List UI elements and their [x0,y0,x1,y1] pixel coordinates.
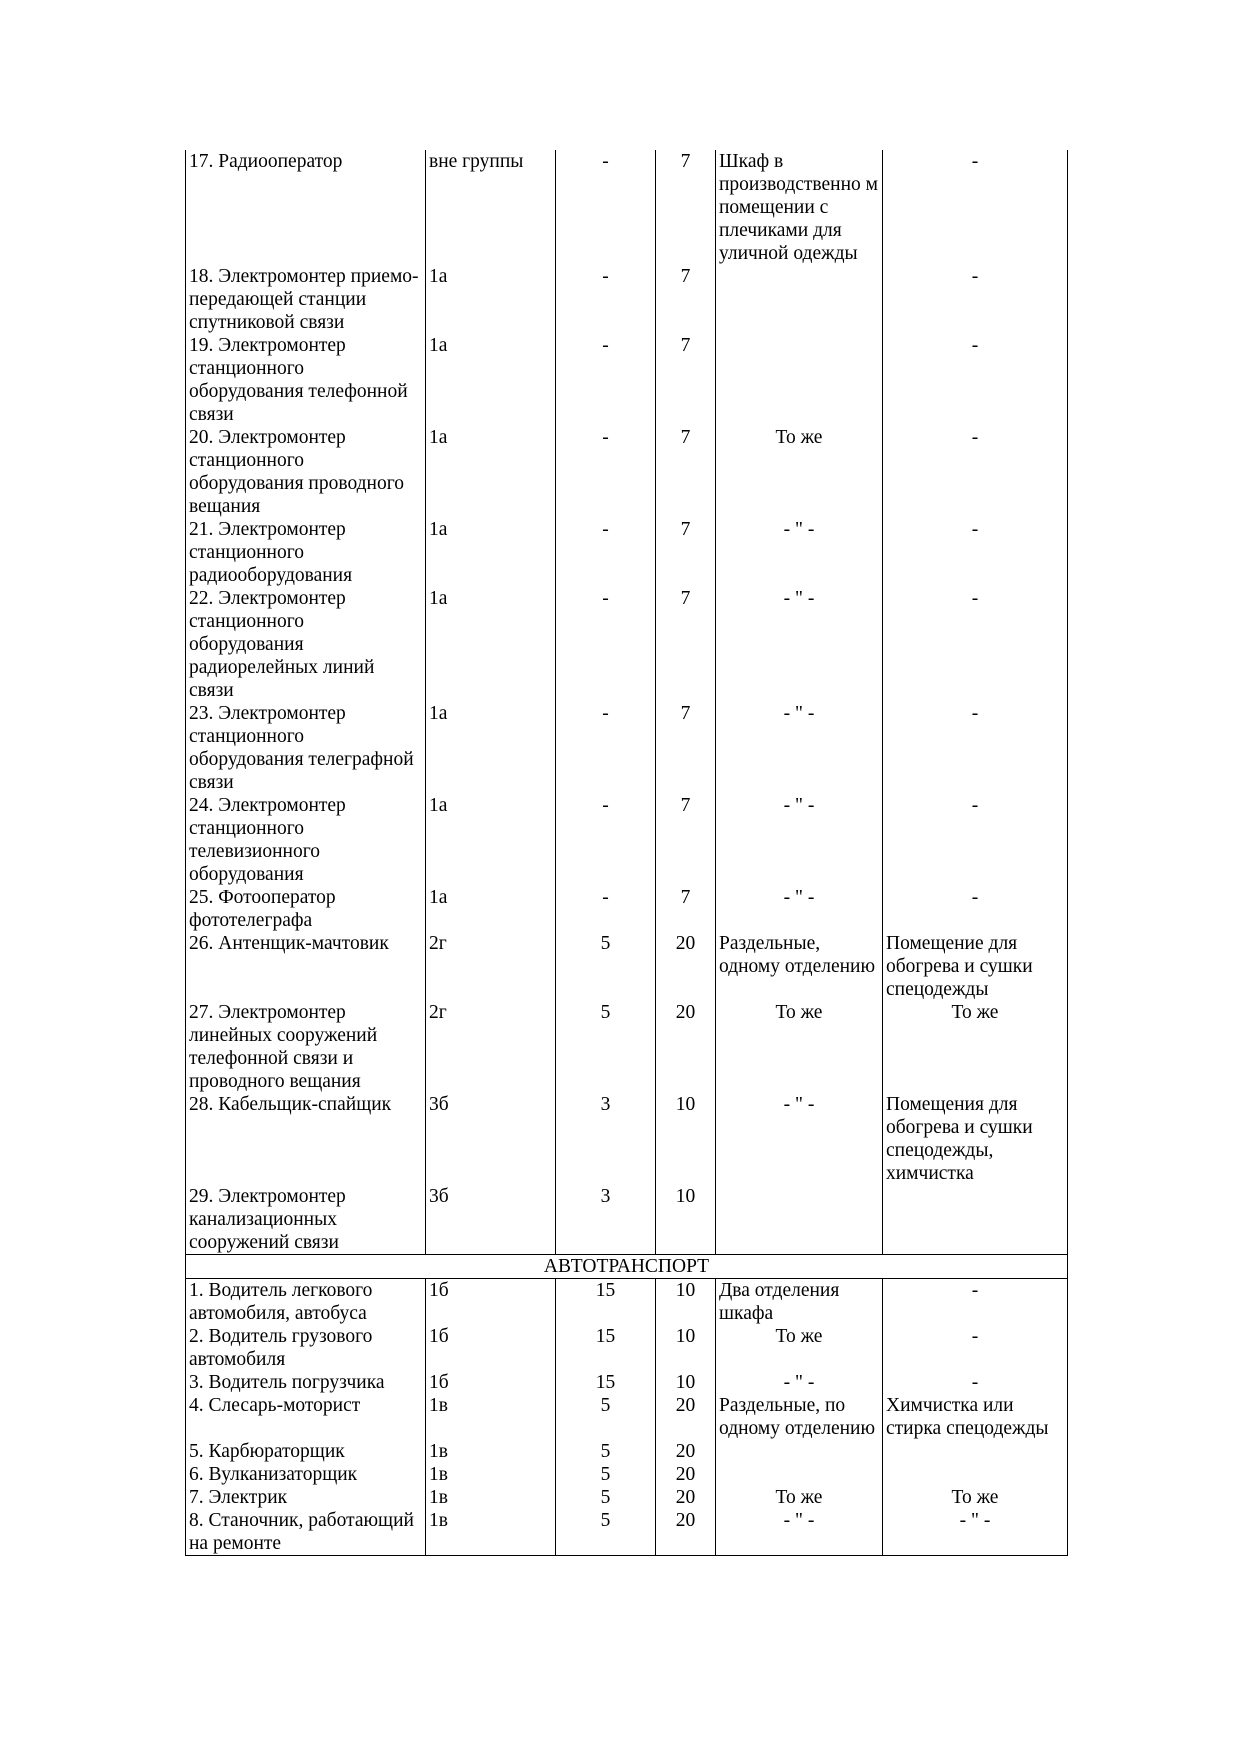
group-cell: 1а [426,334,556,426]
special-facilities-cell [883,1185,1068,1255]
wardrobe-cell [716,1185,883,1255]
special-facilities-cell [883,1463,1068,1486]
special-facilities-cell [883,1440,1068,1463]
profession-cell: 8. Станочник, работающий на ремонте [186,1509,426,1556]
showers-cell: - [556,150,656,265]
section-title: АВТОТРАНСПОРТ [186,1255,1068,1279]
showers-cell: - [556,702,656,794]
special-facilities-cell: То же [883,1486,1068,1509]
showers-cell: - [556,794,656,886]
washbasins-cell: 7 [656,150,716,265]
special-facilities-cell: - [883,334,1068,426]
washbasins-cell: 20 [656,1001,716,1093]
group-cell: 1в [426,1440,556,1463]
table-row [186,1371,1068,1394]
group-cell: 1в [426,1486,556,1509]
table-row [186,150,1068,265]
wardrobe-cell: - " - [716,518,883,587]
group-cell: вне группы [426,150,556,265]
profession-cell: 4. Слесарь-моторист [186,1394,426,1440]
profession-cell: 19. Электромонтер станционного оборудования телефонной связи [186,334,426,426]
special-facilities-cell: - " - [883,1509,1068,1556]
wardrobe-cell: Раздельные, одному отделению [716,932,883,1001]
showers-cell: - [556,334,656,426]
profession-cell: 27. Электромонтер линейных сооружений телефонной связи и проводного вещания [186,1001,426,1093]
special-facilities-cell: - [883,794,1068,886]
sanitary-facilities-table [185,150,1068,1556]
table-row [186,1325,1068,1371]
wardrobe-cell: - " - [716,1093,883,1185]
profession-cell: 26. Антенщик-мачтовик [186,932,426,1001]
group-cell: 1в [426,1463,556,1486]
wardrobe-cell: Раздельные, по одному отделению [716,1394,883,1440]
washbasins-cell: 7 [656,334,716,426]
special-facilities-cell: - [883,265,1068,334]
group-cell: 1б [426,1325,556,1371]
wardrobe-cell: - " - [716,702,883,794]
showers-cell: 5 [556,932,656,1001]
group-cell: 1а [426,426,556,518]
wardrobe-cell: - " - [716,886,883,932]
wardrobe-cell: То же [716,1486,883,1509]
wardrobe-cell: То же [716,1001,883,1093]
washbasins-cell: 7 [656,426,716,518]
table-row [186,265,1068,334]
table-row [186,1093,1068,1185]
special-facilities-cell: - [883,426,1068,518]
table-row [186,587,1068,702]
washbasins-cell: 20 [656,1486,716,1509]
washbasins-cell: 10 [656,1279,716,1326]
washbasins-cell: 10 [656,1325,716,1371]
group-cell: 1б [426,1279,556,1326]
wardrobe-cell: - " - [716,1371,883,1394]
special-facilities-cell: Химчистка или стирка спецодежды [883,1394,1068,1440]
profession-cell: 6. Вулканизаторщик [186,1463,426,1486]
washbasins-cell: 10 [656,1093,716,1185]
washbasins-cell: 7 [656,265,716,334]
profession-cell: 28. Кабельщик-спайщик [186,1093,426,1185]
showers-cell: 15 [556,1371,656,1394]
wardrobe-cell [716,1463,883,1486]
showers-cell: 3 [556,1093,656,1185]
wardrobe-cell [716,1440,883,1463]
table-row [186,932,1068,1001]
table-row [186,1463,1068,1486]
table-row [186,1486,1068,1509]
profession-cell: 2. Водитель грузового автомобиля [186,1325,426,1371]
wardrobe-cell: - " - [716,587,883,702]
washbasins-cell: 7 [656,518,716,587]
special-facilities-cell: - [883,150,1068,265]
wardrobe-cell [716,334,883,426]
showers-cell: - [556,587,656,702]
table-row [186,1001,1068,1093]
showers-cell: 5 [556,1394,656,1440]
table-body [186,150,1068,1556]
table-row [186,1440,1068,1463]
group-cell: 1а [426,886,556,932]
table-row [186,1394,1068,1440]
profession-cell: 3. Водитель погрузчика [186,1371,426,1394]
profession-cell: 20. Электромонтер станционного оборудования проводного вещания [186,426,426,518]
showers-cell: 15 [556,1325,656,1371]
washbasins-cell: 20 [656,1394,716,1440]
table-row [186,426,1068,518]
group-cell: 1б [426,1371,556,1394]
group-cell: 1а [426,702,556,794]
showers-cell: 3 [556,1185,656,1255]
washbasins-cell: 7 [656,702,716,794]
washbasins-cell: 10 [656,1185,716,1255]
washbasins-cell: 7 [656,886,716,932]
table-row [186,1509,1068,1556]
table-row [186,886,1068,932]
profession-cell: 24. Электромонтер станционного телевизионного оборудования [186,794,426,886]
special-facilities-cell: - [883,587,1068,702]
profession-cell: 17. Радиооператор [186,150,426,265]
showers-cell: 15 [556,1279,656,1326]
showers-cell: 5 [556,1463,656,1486]
table-row [186,518,1068,587]
profession-cell: 1. Водитель легкового автомобиля, автобуса [186,1279,426,1326]
section-header-row [186,1255,1068,1279]
wardrobe-cell: - " - [716,1509,883,1556]
table-row [186,1185,1068,1255]
special-facilities-cell: То же [883,1001,1068,1093]
wardrobe-cell: То же [716,426,883,518]
profession-cell: 21. Электромонтер станционного радиооборудования [186,518,426,587]
group-cell: 1а [426,587,556,702]
wardrobe-cell: То же [716,1325,883,1371]
washbasins-cell: 7 [656,794,716,886]
showers-cell: 5 [556,1486,656,1509]
profession-cell: 25. Фотооператор фототелеграфа [186,886,426,932]
special-facilities-cell: - [883,1279,1068,1326]
table-row [186,794,1068,886]
showers-cell: - [556,426,656,518]
washbasins-cell: 20 [656,1440,716,1463]
washbasins-cell: 20 [656,1509,716,1556]
wardrobe-cell: Шкаф в производственно м помещении с плечиками для уличной одежды [716,150,883,265]
showers-cell: 5 [556,1001,656,1093]
table-row [186,1279,1068,1326]
washbasins-cell: 7 [656,587,716,702]
profession-cell: 7. Электрик [186,1486,426,1509]
washbasins-cell: 20 [656,1463,716,1486]
profession-cell: 23. Электромонтер станционного оборудования телеграфной связи [186,702,426,794]
group-cell: 2г [426,932,556,1001]
special-facilities-cell: Помещения для обогрева и сушки спецодежды, химчистка [883,1093,1068,1185]
wardrobe-cell: Два отделения шкафа [716,1279,883,1326]
showers-cell: 5 [556,1440,656,1463]
showers-cell: 5 [556,1509,656,1556]
special-facilities-cell: - [883,1371,1068,1394]
group-cell: 2г [426,1001,556,1093]
special-facilities-cell: - [883,518,1068,587]
group-cell: 3б [426,1093,556,1185]
wardrobe-cell: - " - [716,794,883,886]
profession-cell: 18. Электромонтер приемо-передающей станции спутниковой связи [186,265,426,334]
special-facilities-cell: - [883,1325,1068,1371]
showers-cell: - [556,518,656,587]
group-cell: 3б [426,1185,556,1255]
showers-cell: - [556,265,656,334]
table-row [186,334,1068,426]
group-cell: 1а [426,518,556,587]
profession-cell: 22. Электромонтер станционного оборудования радиорелейных линий связи [186,587,426,702]
special-facilities-cell: Помещение для обогрева и сушки спецодежды [883,932,1068,1001]
group-cell: 1в [426,1394,556,1440]
washbasins-cell: 20 [656,932,716,1001]
group-cell: 1а [426,265,556,334]
group-cell: 1в [426,1509,556,1556]
profession-cell: 29. Электромонтер канализационных сооружений связи [186,1185,426,1255]
washbasins-cell: 10 [656,1371,716,1394]
group-cell: 1а [426,794,556,886]
special-facilities-cell: - [883,886,1068,932]
showers-cell: - [556,886,656,932]
table-row [186,702,1068,794]
profession-cell: 5. Карбюраторщик [186,1440,426,1463]
wardrobe-cell [716,265,883,334]
special-facilities-cell: - [883,702,1068,794]
